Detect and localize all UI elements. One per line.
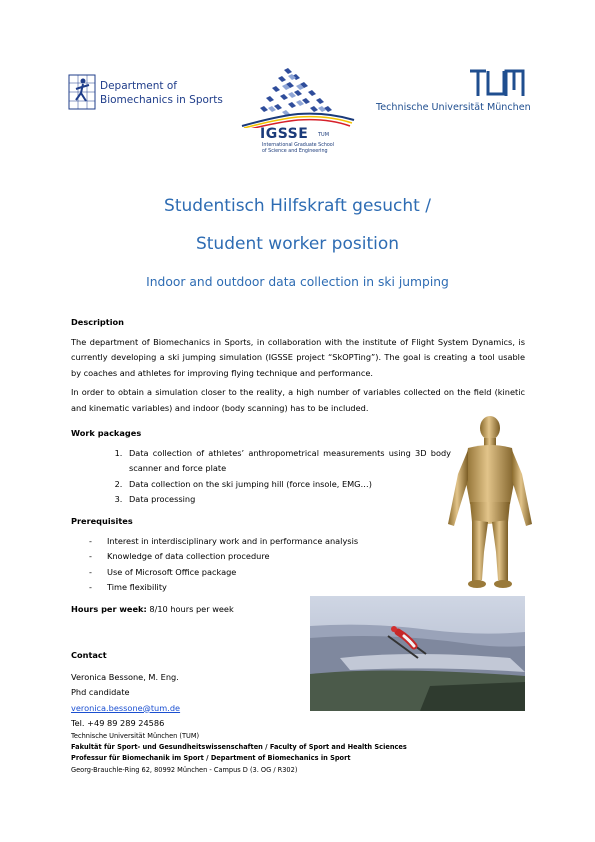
- contact-phone: Tel. +49 89 289 24586: [71, 718, 165, 728]
- tum-logo: [372, 68, 530, 118]
- list-item-text: Use of Microsoft Office package: [107, 566, 237, 577]
- bullet-dash: -: [89, 551, 92, 561]
- list-item-text: Time flexibility: [107, 582, 167, 592]
- bullet-dash: -: [89, 582, 92, 592]
- footer-line2: Fakultät für Sport- und Gesundheitswissenschaften / Faculty of Sport and Health Sciences: [71, 743, 407, 752]
- list-item: [89, 549, 431, 565]
- igsse-logo-tum: TUM: [318, 132, 330, 138]
- bullet-dash: -: [89, 535, 92, 546]
- prerequisites-section: [71, 514, 431, 596]
- page-subtitle: Indoor and outdoor data collection in ski jumping: [146, 275, 449, 289]
- footer-address: [71, 731, 407, 776]
- footer-line4: Georg-Brauchle-Ring 62, 80992 München - Campus D (3. OG / R302): [71, 765, 298, 774]
- contact-role: Phd candidate: [71, 687, 130, 697]
- checkered-flag-icon: [238, 66, 356, 128]
- contact-section: [71, 648, 301, 732]
- work-packages-heading: Work packages: [71, 428, 142, 438]
- hours-value: 8/10 hours per week: [149, 604, 234, 614]
- igsse-logo: [238, 66, 356, 164]
- igsse-logo-text: IGSSE: [260, 126, 309, 142]
- prerequisites-list: [71, 534, 431, 596]
- ski-jump-photo-icon: [310, 596, 525, 711]
- list-item: [89, 580, 431, 596]
- list-item: 2. Data collection on the ski jumping hill (force insole, EMG…): [125, 477, 451, 493]
- page-title-english: Student worker position: [195, 234, 400, 254]
- description-paragraph-1: The department of Biomechanics in Sports, in collaboration with the institute of Flight System Dynamics, is currently developing a ski jumping simulation (IGSSE project “SkOPTing”). The goal is creating a tool usable by coaches and athletes for improving flying technique and performance.: [71, 336, 525, 378]
- hours-label: Hours per week:: [71, 604, 147, 614]
- department-logo: [68, 74, 223, 114]
- work-packages-section: [71, 426, 451, 508]
- work-packages-list: [71, 446, 451, 508]
- description-paragraph-2: In order to obtain a simulation closer to the reality, a high number of variables collected on the field (kinetic and kinematic variables) and indoor (body scanning) has to be included.: [71, 387, 525, 413]
- page-title-german: Studentisch Hilfskraft gesucht /: [164, 196, 431, 216]
- tum-logo-name: Technische Universität München: [376, 102, 531, 113]
- dept-logo-line2: Biomechanics in Sports: [100, 94, 223, 106]
- contact-email-link[interactable]: veronica.bessone@tum.de: [71, 702, 181, 713]
- footer-line3: Professur für Biomechanik im Sport / Department of Biomechanics in Sport: [71, 754, 351, 763]
- igsse-logo-sub1: International Graduate School: [262, 143, 335, 148]
- contact-heading: Contact: [71, 650, 107, 660]
- hours-line: [71, 602, 311, 618]
- footer-line1: Technische Universität München (TUM): [71, 732, 200, 740]
- list-item-text: Knowledge of data collection procedure: [107, 551, 270, 561]
- dept-logo-line1: Department of: [100, 80, 177, 92]
- description-heading: Description: [71, 317, 124, 327]
- tum-wordmark-icon: [468, 68, 526, 98]
- list-item: [89, 565, 431, 581]
- igsse-logo-subtitle: [262, 143, 334, 154]
- body-scan-figure-icon: [438, 412, 542, 590]
- igsse-logo-sub2: of Science and Engineering: [262, 148, 328, 154]
- prerequisites-heading: Prerequisites: [71, 516, 133, 526]
- running-figure-icon: [68, 74, 96, 110]
- list-item: 3. Data processing: [125, 492, 451, 508]
- list-item: [89, 534, 431, 550]
- contact-name: Veronica Bessone, M. Eng.: [71, 671, 179, 682]
- bullet-dash: -: [89, 566, 92, 577]
- description-section: [71, 315, 525, 416]
- list-item-text: Interest in interdisciplinary work and in performance analysis: [107, 535, 359, 546]
- list-item: 1. Data collection of athletes’ anthropometrical measurements using 3D body scanner and force plate: [125, 446, 451, 477]
